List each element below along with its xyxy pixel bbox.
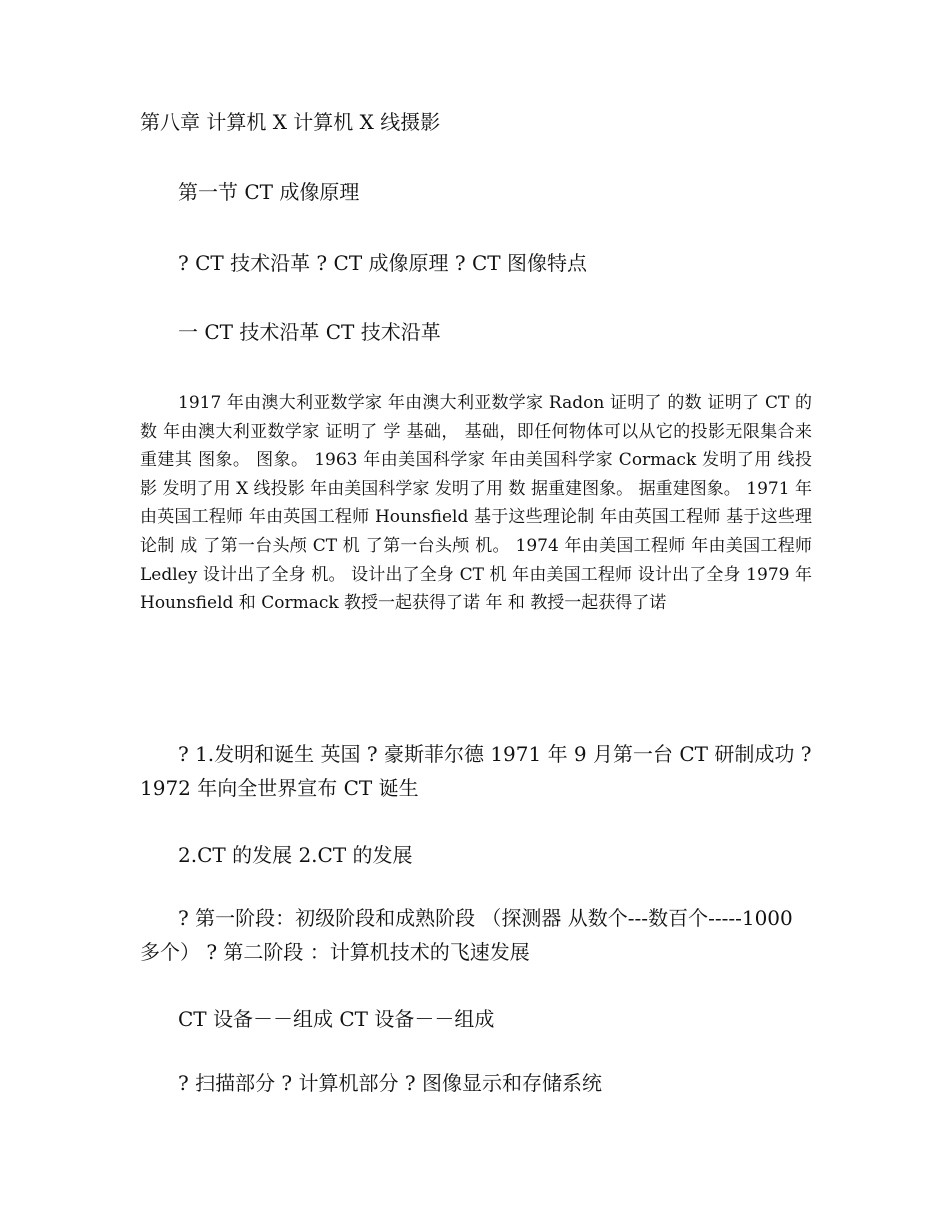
- equipment-heading: CT 设备－－组成 CT 设备－－组成: [178, 1007, 495, 1031]
- components-line: ? 扫描部分 ? 计算机部分 ? 图像显示和存储系统: [178, 1071, 602, 1095]
- invention-paragraph: ? 1.发明和诞生 英国 ? 豪斯菲尔德 1971 年 9 月第一台 CT 研制成功 ? 1972 年向全世界宣布 CT 诞生: [140, 742, 812, 800]
- history-paragraph: 1917 年由澳大利亚数学家 年由澳大利亚数学家 Radon 证明了 的数 证明了 CT 的数 年由澳大利亚数学家 证明了 学 基础， 基础，即任何物体可以从它的投影无限集合来重建其 图象。 图象。 1963 年由美国科学家 年由美国科学家 Cormack 发明了用 线投影 发明了用 X 线投影 年由美国科学家 发明了用 数 据重建图象。 据重建图象。 1971 年由英国工程师 年由英国工程师 Hounsfield 基于这些理论制 年由英国工程师 基于这些理论制 成 了第一台头颅 CT 机 了第一台头颅 机。 1974 年由美国工程师 年由美国工程师 Ledley 设计出了全身 机。 设计出了全身 CT 机 年由美国工程师 设计出了全身 1979 年 Hounsfield 和 Cormack 教授一起获得了诺 年 和 教授一起获得了诺: [140, 393, 812, 614]
- subsection-title: 一 CT 技术沿革 CT 技术沿革: [178, 320, 441, 344]
- development-heading: 2.CT 的发展 2.CT 的发展: [178, 843, 413, 867]
- section-outline: ? CT 技术沿革 ? CT 成像原理 ? CT 图像特点: [178, 251, 587, 275]
- chapter-title: 第八章 计算机 X 计算机 X 线摄影: [140, 110, 441, 134]
- stages-paragraph: ? 第一阶段：初级阶段和成熟阶段 （探测器 从数个---数百个-----1000 多个） ? 第二阶段 ：计算机技术的飞速发展: [140, 906, 793, 964]
- section-title: 第一节 CT 成像原理: [178, 180, 360, 204]
